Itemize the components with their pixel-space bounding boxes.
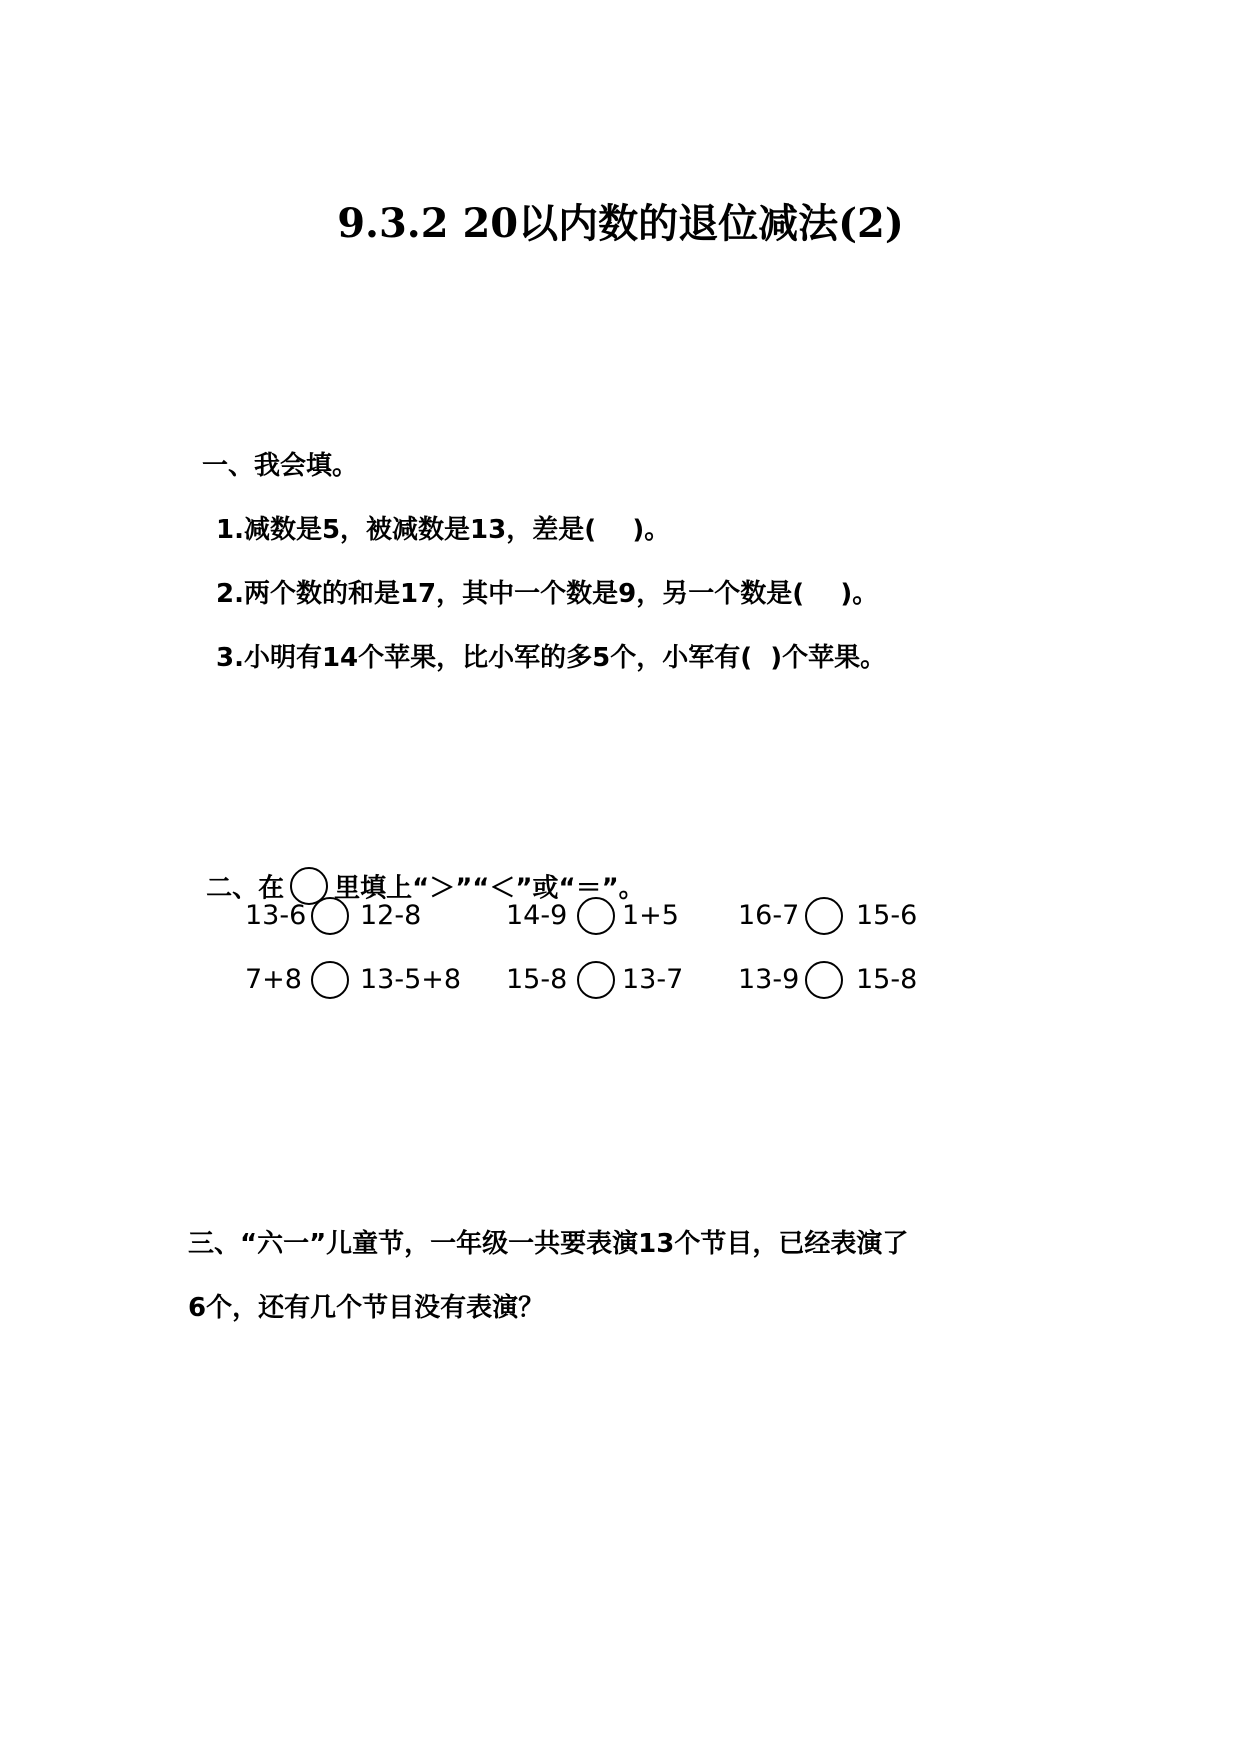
compare-left: 15-8 [506, 964, 568, 995]
compare-circle-blank[interactable] [805, 961, 843, 999]
compare-right: 15-8 [856, 964, 918, 995]
compare-right: 15-6 [856, 900, 918, 931]
compare-right: 12-8 [360, 900, 422, 931]
compare-circle-blank[interactable] [805, 897, 843, 935]
section2-heading-prefix: 二、在 [206, 873, 285, 904]
compare-circle-blank[interactable] [577, 897, 615, 935]
section1-item-1: 1.减数是5，被减数是13，差是( )。 [216, 515, 671, 545]
compare-circle-blank[interactable] [577, 961, 615, 999]
section2-heading [188, 834, 645, 908]
compare-left: 14-9 [506, 900, 568, 931]
page-title: 9.3.2 20以内数的退位减法(2) [337, 200, 904, 247]
section1-item-2: 2.两个数的和是17，其中一个数是9，另一个数是( )。 [216, 579, 879, 609]
section1-heading: 一、我会填。 [202, 451, 359, 481]
compare-right: 1+5 [622, 900, 679, 931]
section3-line-2: 6个，还有几个节目没有表演？ [188, 1293, 545, 1323]
section1-item-3: 3.小明有14个苹果，比小军的多5个，小军有( )个苹果。 [216, 643, 887, 673]
compare-right: 13-7 [622, 964, 684, 995]
section3-line-1: 三、“六一”儿童节，一年级一共要表演13个节目，已经表演了 [188, 1229, 909, 1259]
section2-heading-suffix: 里填上“＞”“＜”或“＝”。 [334, 873, 645, 904]
compare-left: 13-6 [245, 900, 307, 931]
compare-circle-blank[interactable] [311, 897, 349, 935]
compare-left: 7+8 [245, 964, 302, 995]
compare-circle-blank[interactable] [311, 961, 349, 999]
compare-right: 13-5+8 [360, 964, 462, 995]
compare-left: 13-9 [738, 964, 800, 995]
compare-left: 16-7 [738, 900, 800, 931]
